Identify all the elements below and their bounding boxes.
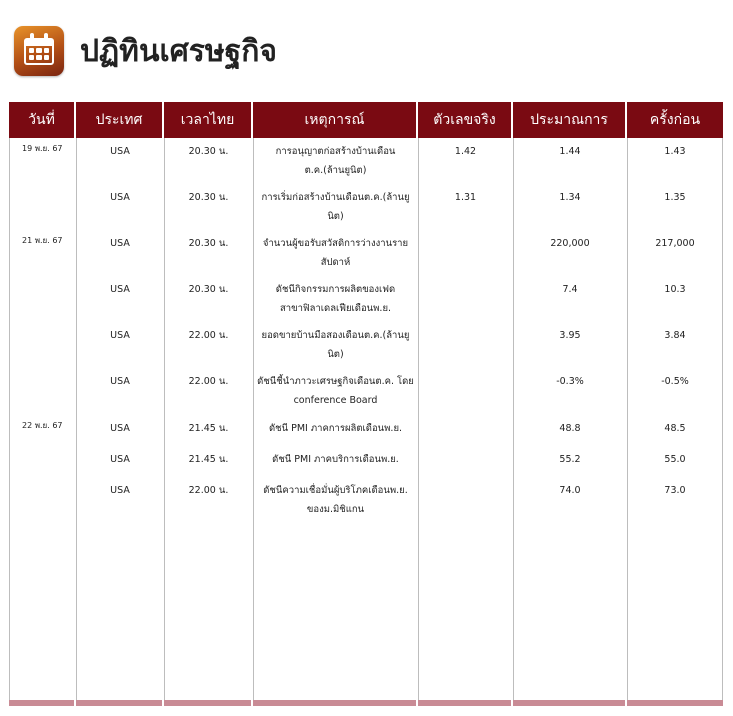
footer-bar: [627, 700, 723, 706]
cell-event: [253, 142, 418, 180]
footer-bar: [513, 700, 627, 706]
cell-previous: 73.0: [664, 485, 686, 496]
cell-forecast: 74.0: [559, 485, 581, 496]
event-line-2: นิต): [327, 211, 344, 222]
cell-forecast: 1.44: [559, 146, 581, 157]
footer-bar: [164, 700, 253, 706]
cell-previous: 1.43: [664, 146, 686, 157]
cell-date: 21 พ.ย. 67: [22, 236, 63, 245]
event-line-2: นิต): [327, 349, 344, 360]
cell-forecast: 55.2: [559, 454, 581, 465]
cell-country: USA: [110, 330, 130, 341]
event-line-1: ดัชนี PMI ภาคการผลิตเดือนพ.ย.: [268, 423, 403, 434]
event-line-2: สัปดาห์: [320, 257, 351, 268]
cell-country: USA: [110, 454, 130, 465]
column-header-forecast: ประมาณการ: [513, 102, 627, 138]
cell-country: USA: [110, 485, 130, 496]
column-header-date: วันที่: [9, 102, 76, 138]
calendar-icon: [14, 26, 64, 76]
cell-time: 21.45 น.: [188, 423, 229, 434]
cell-time: 20.30 น.: [188, 146, 229, 157]
cell-forecast: 220,000: [550, 238, 590, 249]
event-line-1: ดัชนีกิจกรรมการผลิตของเฟด: [275, 284, 396, 295]
cell-time: 20.30 น.: [188, 284, 229, 295]
cell-previous: 217,000: [655, 238, 695, 249]
event-line-2: สาขาฟิลาเดลเฟียเดือนพ.ย.: [279, 303, 392, 314]
event-line-1: ดัชนี PMI ภาคบริการเดือนพ.ย.: [272, 454, 399, 465]
page-header: [14, 25, 277, 77]
cell-time: 21.45 น.: [188, 454, 229, 465]
cell-time: 22.00 น.: [188, 376, 229, 387]
cell-event: [253, 450, 418, 469]
cell-forecast: 48.8: [559, 423, 581, 434]
event-line-2: conference Board: [293, 395, 378, 406]
column-header-actual: ตัวเลขจริง: [418, 102, 513, 138]
cell-time: 20.30 น.: [188, 192, 229, 203]
event-line-2: ต.ค.(ล้านยูนิต): [304, 165, 367, 176]
economic-calendar-table: [9, 102, 723, 706]
event-line-1: การอนุญาตก่อสร้างบ้านเดือน: [275, 146, 396, 157]
footer-bar: [253, 700, 418, 706]
cell-country: USA: [110, 192, 130, 203]
footer-bar: [9, 700, 76, 706]
cell-event: [253, 481, 418, 519]
cell-previous: -0.5%: [661, 376, 689, 387]
cell-event: [253, 419, 418, 438]
event-line-2: ของม.มิชิแกน: [306, 504, 365, 515]
grid-line: [9, 138, 10, 700]
cell-forecast: 1.34: [559, 192, 581, 203]
cell-forecast: 3.95: [559, 330, 581, 341]
column-header-time: เวลาไทย: [164, 102, 253, 138]
cell-previous: 1.35: [664, 192, 686, 203]
cell-previous: 10.3: [664, 284, 686, 295]
cell-date: 19 พ.ย. 67: [22, 144, 63, 153]
column-header-country: ประเทศ: [76, 102, 164, 138]
cell-event: [253, 372, 418, 410]
cell-country: USA: [110, 423, 130, 434]
cell-actual: 1.42: [454, 146, 477, 157]
page-title: ปฏิทินเศรษฐกิจ: [80, 33, 277, 69]
cell-previous: 55.0: [664, 454, 686, 465]
cell-previous: 48.5: [664, 423, 686, 434]
event-line-1: ดัชนีความเชื่อมั่นผู้บริโภคเดือนพ.ย.: [263, 485, 408, 496]
cell-previous: 3.84: [664, 330, 686, 341]
grid-line: [418, 138, 419, 700]
cell-actual: 1.31: [454, 192, 477, 203]
event-line-1: ยอดขายบ้านมือสองเดือนต.ค.(ล้านยู: [261, 330, 410, 341]
cell-country: USA: [110, 146, 130, 157]
cell-country: USA: [110, 238, 130, 249]
cell-date: 22 พ.ย. 67: [22, 421, 63, 430]
cell-forecast: 7.4: [562, 284, 578, 295]
cell-event: [253, 326, 418, 364]
column-header-event: เหตุการณ์: [253, 102, 418, 138]
cell-event: [253, 234, 418, 272]
cell-time: 22.00 น.: [188, 330, 229, 341]
cell-country: USA: [110, 376, 130, 387]
event-line-1: การเริ่มก่อสร้างบ้านเดือนต.ค.(ล้านยู: [261, 192, 410, 203]
cell-forecast: -0.3%: [556, 376, 584, 387]
column-header-previous: ครั้งก่อน: [627, 102, 723, 138]
footer-bar: [76, 700, 164, 706]
event-line-1: จำนวนผู้ขอรับสวัสดิการว่างงานราย: [262, 238, 409, 249]
event-line-1: ดัชนีชี้นำภาวะเศรษฐกิจเดือนต.ค. โดย: [257, 376, 414, 387]
cell-country: USA: [110, 284, 130, 295]
cell-time: 20.30 น.: [188, 238, 229, 249]
footer-bar: [418, 700, 513, 706]
cell-time: 22.00 น.: [188, 485, 229, 496]
cell-event: [253, 188, 418, 226]
cell-event: [253, 280, 418, 318]
